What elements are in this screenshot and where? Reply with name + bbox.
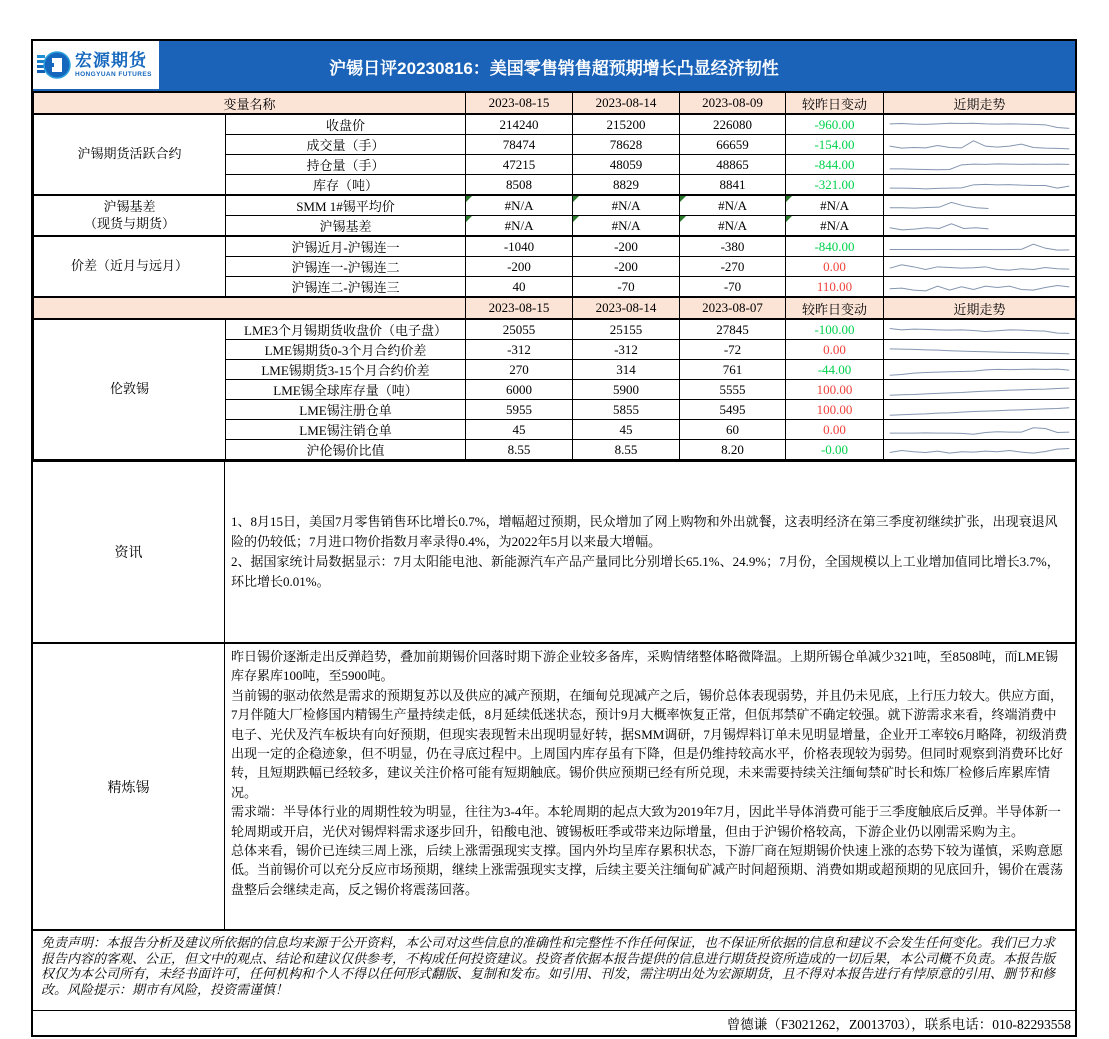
value-cell: 8508 (466, 175, 573, 196)
value-cell: -70 (680, 277, 786, 298)
trend-sparkline (886, 197, 1073, 215)
sparkline-cell (884, 195, 1076, 216)
change-cell: -100.00 (786, 319, 884, 340)
table-row (34, 319, 1076, 340)
change-cell: -154.00 (786, 135, 884, 155)
trend-sparkline (886, 258, 1073, 276)
contact-line (33, 1010, 1075, 1035)
value-cell: 5495 (680, 400, 786, 420)
report-title: 沪锡日评20230816：美国零售销售超预期增长凸显经济韧性 (329, 58, 779, 78)
trend-sparkline (886, 217, 1073, 235)
column-header: 2023-08-15 (466, 297, 573, 319)
title-bar (33, 41, 1075, 91)
value-cell: #N/A (573, 216, 680, 237)
value-cell: -312 (466, 340, 573, 360)
trend-sparkline (886, 136, 1073, 154)
sparkline-cell (884, 216, 1076, 237)
group-name-cell: 沪锡基差 （现货与期货） (34, 195, 226, 236)
change-cell: -844.00 (786, 155, 884, 175)
value-cell: 27845 (680, 319, 786, 340)
value-cell: 8.55 (466, 440, 573, 460)
table-row (34, 114, 1076, 135)
logo-cn-text: 宏源期货 (75, 50, 147, 70)
value-cell: 214240 (466, 114, 573, 135)
analysis-paragraph: 当前锡的驱动依然是需求的预期复苏以及供应的减产预期，在缅甸兑现减产之后，锡价总体表现弱势，并且仍未见底，上行压力较大。供应方面，7月伴随大厂检修国内精锡生产量持续走低，8月延续低迷状态，预计9月大概率恢复正常，但佤邦禁矿不确定较强。就下游需求来看，终端消费中电子、光伏及汽车板块有向好预期，但现实表现暂未出现明显好转，据SMM调研，7月锡焊料订单未见明显增量，企业开工率较6月略降，初级消费出现一定的企稳迹象，但不明显，仍在寻底过程中。上周国内库存虽有下降，但是仍维持较高水平，价格表现较为弱势。但同时观察到消费环比好转，且短期跌幅已经较多，建议关注价格可能有短期触底。锡价供应预期已经有所兑现，未来需要持续关注缅甸禁矿时长和炼厂检修后库累库情况。 (231, 687, 1068, 800)
analysis-text (225, 644, 1075, 929)
sparkline-cell (884, 360, 1076, 380)
value-cell: -312 (573, 340, 680, 360)
analysis-section-label: 精炼锡 (33, 644, 225, 929)
variable-name-cell: 沪伦锡价比值 (226, 440, 466, 460)
company-logo (33, 41, 159, 89)
news-section-label: 资讯 (33, 462, 225, 642)
change-cell: -840.00 (786, 236, 884, 257)
sparkline-cell (884, 114, 1076, 135)
variable-name-cell: 沪锡近月-沪锡连一 (226, 236, 466, 257)
news-line: 2、据国家统计局数据显示：7月太阳能电池、新能源汽车产品产量同比分别增长65.1%、24.9%；7月份，全国规模以上工业增加值同比增长3.7%，环比增长0.01%。 (231, 554, 1060, 589)
trend-sparkline (886, 116, 1073, 134)
value-cell: 78628 (573, 135, 680, 155)
value-cell: 48865 (680, 155, 786, 175)
disclaimer-text: 免责声明：本报告分析及建议所依据的信息均来源于公开资料，本公司对这些信息的准确性和完整性不作任何保证，也不保证所依据的信息和建议不会发生任何变化。我们已力求报告内容的客观、公正，但文中的观点、结论和建议仅供参考，不构成任何投资建议。投资者依据本报告提供的信息进行期货投资所造成的一切后果，本公司概不负责。本报告版权仅为本公司所有，未经书面许可，任何机构和个人不得以任何形式翻版、复制和发布。如引用、刊发，需注明出处为宏源期货，且不得对本报告进行有悖原意的引用、删节和修改。风险提示：期市有风险，投资需谨慎！ (33, 929, 1075, 1010)
change-cell: 0.00 (786, 257, 884, 277)
trend-sparkline (886, 238, 1073, 256)
sparkline-cell (884, 175, 1076, 196)
change-cell: #N/A (786, 195, 884, 216)
group-name-cell: 伦敦锡 (34, 319, 226, 460)
column-header: 较昨日变动 (786, 92, 884, 114)
variable-name-cell: 收盘价 (226, 114, 466, 135)
value-cell: -1040 (466, 236, 573, 257)
trend-sparkline (886, 278, 1073, 296)
column-header: 近期走势 (884, 92, 1076, 114)
change-cell: 0.00 (786, 340, 884, 360)
value-cell: 5855 (573, 400, 680, 420)
value-cell: 8841 (680, 175, 786, 196)
column-header: 变量名称 (34, 92, 466, 114)
sparkline-cell (884, 135, 1076, 155)
value-cell: #N/A (466, 195, 573, 216)
variable-name-cell: LME锡注销仓单 (226, 420, 466, 440)
change-cell: 110.00 (786, 277, 884, 298)
column-header: 2023-08-09 (680, 92, 786, 114)
trend-sparkline (886, 321, 1073, 339)
value-cell: 25155 (573, 319, 680, 340)
change-cell: 100.00 (786, 400, 884, 420)
sparkline-cell (884, 277, 1076, 298)
sparkline-cell (884, 236, 1076, 257)
variable-name-cell: SMM 1#锡平均价 (226, 195, 466, 216)
column-header: 2023-08-07 (680, 297, 786, 319)
value-cell: 47215 (466, 155, 573, 175)
analysis-section (33, 642, 1075, 929)
trend-sparkline (886, 441, 1073, 459)
sparkline-cell (884, 380, 1076, 400)
change-cell: -321.00 (786, 175, 884, 196)
trend-sparkline (886, 361, 1073, 379)
value-cell: #N/A (573, 195, 680, 216)
variable-name-cell: 库存（吨） (226, 175, 466, 196)
value-cell: 314 (573, 360, 680, 380)
table-header-row (34, 92, 1076, 114)
value-cell: -70 (573, 277, 680, 298)
value-cell: 215200 (573, 114, 680, 135)
value-cell: -270 (680, 257, 786, 277)
news-text (225, 462, 1075, 642)
analysis-paragraph: 需求端：半导体行业的周期性较为明显，往往为3-4年。本轮周期的起点大致为2019年7月，因此半导体消费可能于三季度触底后反弹。半导体新一轮周期或开启，光伏对锡焊料需求逐步回升，铅酸电池、镀锡板旺季或带来边际增量，但由于沪锡价格较高，下游企业仍以刚需采购为主。 (231, 804, 1061, 839)
value-cell: 8.55 (573, 440, 680, 460)
variable-name-cell: 成交量（手） (226, 135, 466, 155)
sparkline-cell (884, 319, 1076, 340)
sparkline-cell (884, 257, 1076, 277)
trend-sparkline (886, 176, 1073, 194)
value-cell: 45 (466, 420, 573, 440)
variable-name-cell: 沪锡连一-沪锡连二 (226, 257, 466, 277)
value-cell: 66659 (680, 135, 786, 155)
table-row (34, 236, 1076, 257)
change-cell: 0.00 (786, 420, 884, 440)
column-header: 近期走势 (884, 297, 1076, 319)
value-cell: -72 (680, 340, 786, 360)
sparkline-cell (884, 400, 1076, 420)
change-cell: #N/A (786, 216, 884, 237)
sparkline-cell (884, 440, 1076, 460)
logo-text (75, 52, 152, 79)
value-cell: -200 (466, 257, 573, 277)
change-cell: -44.00 (786, 360, 884, 380)
value-cell: 40 (466, 277, 573, 298)
table-row (34, 195, 1076, 216)
column-header (34, 297, 466, 319)
value-cell: 25055 (466, 319, 573, 340)
value-cell: 5955 (466, 400, 573, 420)
news-section (33, 460, 1075, 642)
value-cell: 5900 (573, 380, 680, 400)
value-cell: 8.20 (680, 440, 786, 460)
change-cell: 100.00 (786, 380, 884, 400)
value-cell: 226080 (680, 114, 786, 135)
trend-sparkline (886, 421, 1073, 439)
variable-name-cell: LME锡注册仓单 (226, 400, 466, 420)
value-cell: -200 (573, 257, 680, 277)
change-cell: -0.00 (786, 440, 884, 460)
trend-sparkline (886, 381, 1073, 399)
column-header: 2023-08-14 (573, 297, 680, 319)
value-cell: #N/A (466, 216, 573, 237)
group-name-cell: 沪锡期货活跃合约 (34, 114, 226, 195)
group-name-cell: 价差（近月与远月） (34, 236, 226, 297)
trend-sparkline (886, 156, 1073, 174)
variable-name-cell: LME锡期货3-15个月合约价差 (226, 360, 466, 380)
column-header: 2023-08-14 (573, 92, 680, 114)
trend-sparkline (886, 341, 1073, 359)
value-cell: 8829 (573, 175, 680, 196)
variable-name-cell: 持仓量（手） (226, 155, 466, 175)
value-cell: #N/A (680, 216, 786, 237)
table-header-row (34, 297, 1076, 319)
value-cell: 78474 (466, 135, 573, 155)
logo-en-text: HONGYUAN FUTURES (75, 70, 152, 78)
report-frame (31, 39, 1077, 1037)
value-cell: 6000 (466, 380, 573, 400)
sparkline-cell (884, 420, 1076, 440)
column-header: 较昨日变动 (786, 297, 884, 319)
value-cell: 761 (680, 360, 786, 380)
analyst-contact: 曾德谦（F3021262，Z0013703），联系电话：010-82293558 (726, 1017, 1071, 1032)
column-header: 2023-08-15 (466, 92, 573, 114)
news-line: 1、8月15日，美国7月零售销售环比增长0.7%，增幅超过预期，民众增加了网上购物和外出就餐，这表明经济在第三季度初继续扩张，出现衰退风险的仍较低；7月进口物价指数月率录得0.4%，为2022年5月以来最大增幅。 (231, 514, 1058, 549)
value-cell: 5555 (680, 380, 786, 400)
change-cell: -960.00 (786, 114, 884, 135)
analysis-paragraph: 总体来看，锡价已连续三周上涨，后续上涨需强现实支撑。国内外均呈库存累积状态，下游厂商在短期锡价快速上涨的态势下较为谨慎，采购意愿低。当前锡价可以充分反应市场预期，继续上涨需强现实支撑，后续主要关注缅甸矿减产时间超预期、消费如期或超预期的见底回升，锡价在震荡盘整后会继续走高，反之锡价将震荡回落。 (231, 843, 1064, 897)
value-cell: 48059 (573, 155, 680, 175)
value-cell: #N/A (680, 195, 786, 216)
value-cell: 60 (680, 420, 786, 440)
trend-sparkline (886, 401, 1073, 419)
value-cell: 270 (466, 360, 573, 380)
variable-name-cell: 沪锡连二-沪锡连三 (226, 277, 466, 298)
value-cell: -200 (573, 236, 680, 257)
sparkline-cell (884, 340, 1076, 360)
variable-name-cell: LME锡全球库存量（吨） (226, 380, 466, 400)
sparkline-cell (884, 155, 1076, 175)
analysis-paragraph: 昨日锡价逐渐走出反弹趋势，叠加前期锡价回落时期下游企业较多备库，采购情绪整体略微降温。上期所锡仓单减少321吨，至8508吨，而LME锡库存累库100吨，至5900吨。 (231, 649, 1058, 684)
variable-name-cell: LME锡期货0-3个月合约价差 (226, 340, 466, 360)
market-data-table (33, 91, 1076, 460)
value-cell: 45 (573, 420, 680, 440)
logo-mark-icon (37, 45, 71, 85)
value-cell: -380 (680, 236, 786, 257)
variable-name-cell: 沪锡基差 (226, 216, 466, 237)
variable-name-cell: LME3个月锡期货收盘价（电子盘） (226, 319, 466, 340)
